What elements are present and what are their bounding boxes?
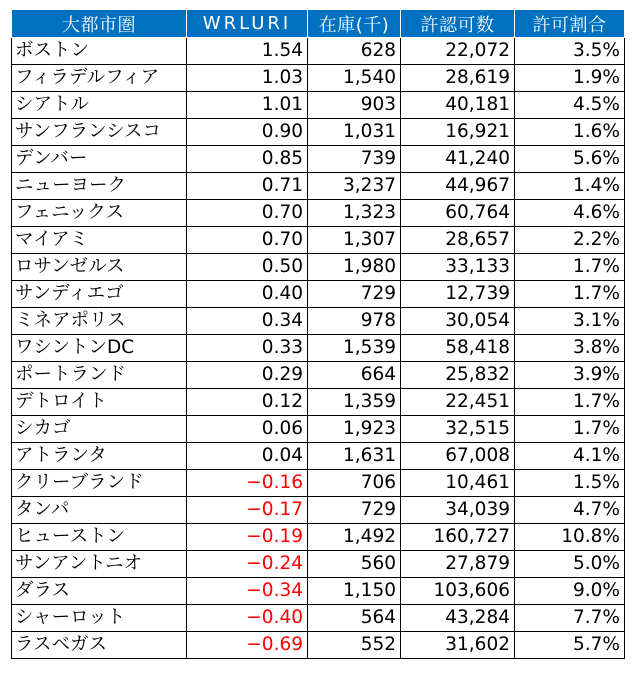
cell-ratio: 1.6%	[515, 119, 625, 146]
table-row	[12, 38, 625, 65]
table-body	[12, 38, 625, 659]
cell-metro: ニューヨーク	[12, 173, 187, 200]
table-row	[12, 92, 625, 119]
cell-ratio: 4.7%	[515, 497, 625, 524]
cell-permits: 22,072	[401, 38, 515, 65]
table-row	[12, 362, 625, 389]
table-row	[12, 65, 625, 92]
cell-metro: シアトル	[12, 92, 187, 119]
cell-stock: 1,307	[308, 227, 401, 254]
cell-wrluri: 0.70	[187, 200, 308, 227]
cell-stock: 664	[308, 362, 401, 389]
header-row	[12, 10, 625, 38]
header-permits: 許認可数	[401, 10, 515, 38]
cell-metro: デトロイト	[12, 389, 187, 416]
cell-metro: ラスベガス	[12, 632, 187, 659]
cell-metro: ダラス	[12, 578, 187, 605]
cell-stock: 739	[308, 146, 401, 173]
table-row	[12, 470, 625, 497]
table-row	[12, 497, 625, 524]
cell-metro: サンアントニオ	[12, 551, 187, 578]
cell-stock: 1,150	[308, 578, 401, 605]
cell-permits: 30,054	[401, 308, 515, 335]
table-row	[12, 605, 625, 632]
cell-stock: 978	[308, 308, 401, 335]
cell-ratio: 3.9%	[515, 362, 625, 389]
header-metro: 大都市圏	[12, 10, 187, 38]
cell-permits: 103,606	[401, 578, 515, 605]
cell-metro: ボストン	[12, 38, 187, 65]
cell-ratio: 7.7%	[515, 605, 625, 632]
cell-permits: 25,832	[401, 362, 515, 389]
cell-permits: 41,240	[401, 146, 515, 173]
header-stock: 在庫(千)	[308, 10, 401, 38]
cell-permits: 28,657	[401, 227, 515, 254]
cell-permits: 27,879	[401, 551, 515, 578]
cell-metro: ポートランド	[12, 362, 187, 389]
cell-stock: 1,539	[308, 335, 401, 362]
cell-stock: 729	[308, 281, 401, 308]
cell-permits: 28,619	[401, 65, 515, 92]
cell-wrluri: 0.71	[187, 173, 308, 200]
metro-regulation-table	[11, 9, 625, 659]
cell-wrluri: 1.54	[187, 38, 308, 65]
cell-metro: ミネアポリス	[12, 308, 187, 335]
table-row	[12, 335, 625, 362]
cell-metro: ワシントンDC	[12, 335, 187, 362]
cell-ratio: 1.7%	[515, 389, 625, 416]
cell-ratio: 1.4%	[515, 173, 625, 200]
table-row	[12, 578, 625, 605]
cell-wrluri: 0.06	[187, 416, 308, 443]
cell-metro: ヒューストン	[12, 524, 187, 551]
cell-stock: 628	[308, 38, 401, 65]
cell-permits: 31,602	[401, 632, 515, 659]
cell-stock: 552	[308, 632, 401, 659]
cell-wrluri: 0.04	[187, 443, 308, 470]
cell-wrluri: 0.50	[187, 254, 308, 281]
table-row	[12, 200, 625, 227]
cell-stock: 560	[308, 551, 401, 578]
cell-ratio: 5.0%	[515, 551, 625, 578]
cell-wrluri: 1.01	[187, 92, 308, 119]
table-row	[12, 227, 625, 254]
table-row	[12, 524, 625, 551]
cell-stock: 564	[308, 605, 401, 632]
cell-permits: 16,921	[401, 119, 515, 146]
cell-ratio: 5.6%	[515, 146, 625, 173]
cell-permits: 33,133	[401, 254, 515, 281]
cell-permits: 60,764	[401, 200, 515, 227]
cell-wrluri: −0.16	[187, 470, 308, 497]
cell-permits: 10,461	[401, 470, 515, 497]
cell-metro: シカゴ	[12, 416, 187, 443]
cell-stock: 3,237	[308, 173, 401, 200]
cell-wrluri: 0.33	[187, 335, 308, 362]
cell-ratio: 4.5%	[515, 92, 625, 119]
table-row	[12, 281, 625, 308]
cell-ratio: 1.7%	[515, 254, 625, 281]
cell-stock: 1,031	[308, 119, 401, 146]
cell-wrluri: 0.85	[187, 146, 308, 173]
table-row	[12, 443, 625, 470]
cell-stock: 1,540	[308, 65, 401, 92]
cell-metro: サンフランシスコ	[12, 119, 187, 146]
cell-stock: 706	[308, 470, 401, 497]
cell-stock: 1,980	[308, 254, 401, 281]
cell-wrluri: 0.29	[187, 362, 308, 389]
cell-wrluri: 0.34	[187, 308, 308, 335]
header-ratio: 許可割合	[515, 10, 625, 38]
cell-metro: フェニックス	[12, 200, 187, 227]
cell-wrluri: −0.17	[187, 497, 308, 524]
cell-ratio: 3.8%	[515, 335, 625, 362]
cell-ratio: 4.6%	[515, 200, 625, 227]
cell-ratio: 1.7%	[515, 281, 625, 308]
cell-stock: 1,631	[308, 443, 401, 470]
table-row	[12, 173, 625, 200]
table-row	[12, 551, 625, 578]
cell-ratio: 1.5%	[515, 470, 625, 497]
table-row	[12, 308, 625, 335]
cell-metro: フィラデルフィア	[12, 65, 187, 92]
cell-stock: 1,323	[308, 200, 401, 227]
cell-ratio: 2.2%	[515, 227, 625, 254]
cell-permits: 160,727	[401, 524, 515, 551]
cell-permits: 43,284	[401, 605, 515, 632]
cell-wrluri: −0.40	[187, 605, 308, 632]
cell-stock: 1,923	[308, 416, 401, 443]
cell-wrluri: 1.03	[187, 65, 308, 92]
cell-permits: 22,451	[401, 389, 515, 416]
table-row	[12, 632, 625, 659]
cell-wrluri: 0.12	[187, 389, 308, 416]
cell-ratio: 1.7%	[515, 416, 625, 443]
cell-ratio: 1.9%	[515, 65, 625, 92]
cell-permits: 44,967	[401, 173, 515, 200]
cell-permits: 34,039	[401, 497, 515, 524]
cell-ratio: 4.1%	[515, 443, 625, 470]
header-wrluri: WRLURI	[187, 10, 308, 38]
cell-metro: デンバー	[12, 146, 187, 173]
cell-metro: ロサンゼルス	[12, 254, 187, 281]
cell-wrluri: −0.19	[187, 524, 308, 551]
cell-metro: サンディエゴ	[12, 281, 187, 308]
cell-metro: クリーブランド	[12, 470, 187, 497]
cell-wrluri: −0.69	[187, 632, 308, 659]
cell-stock: 1,359	[308, 389, 401, 416]
table-row	[12, 119, 625, 146]
table-row	[12, 389, 625, 416]
table-row	[12, 416, 625, 443]
cell-ratio: 10.8%	[515, 524, 625, 551]
cell-wrluri: 0.70	[187, 227, 308, 254]
cell-wrluri: −0.34	[187, 578, 308, 605]
cell-ratio: 3.5%	[515, 38, 625, 65]
cell-ratio: 3.1%	[515, 308, 625, 335]
cell-wrluri: −0.24	[187, 551, 308, 578]
cell-permits: 67,008	[401, 443, 515, 470]
cell-wrluri: 0.90	[187, 119, 308, 146]
cell-ratio: 5.7%	[515, 632, 625, 659]
cell-stock: 903	[308, 92, 401, 119]
cell-metro: マイアミ	[12, 227, 187, 254]
cell-wrluri: 0.40	[187, 281, 308, 308]
cell-permits: 32,515	[401, 416, 515, 443]
table-row	[12, 146, 625, 173]
cell-stock: 1,492	[308, 524, 401, 551]
cell-permits: 12,739	[401, 281, 515, 308]
table-row	[12, 254, 625, 281]
cell-permits: 40,181	[401, 92, 515, 119]
cell-ratio: 9.0%	[515, 578, 625, 605]
cell-metro: タンパ	[12, 497, 187, 524]
cell-metro: アトランタ	[12, 443, 187, 470]
cell-stock: 729	[308, 497, 401, 524]
cell-metro: シャーロット	[12, 605, 187, 632]
cell-permits: 58,418	[401, 335, 515, 362]
